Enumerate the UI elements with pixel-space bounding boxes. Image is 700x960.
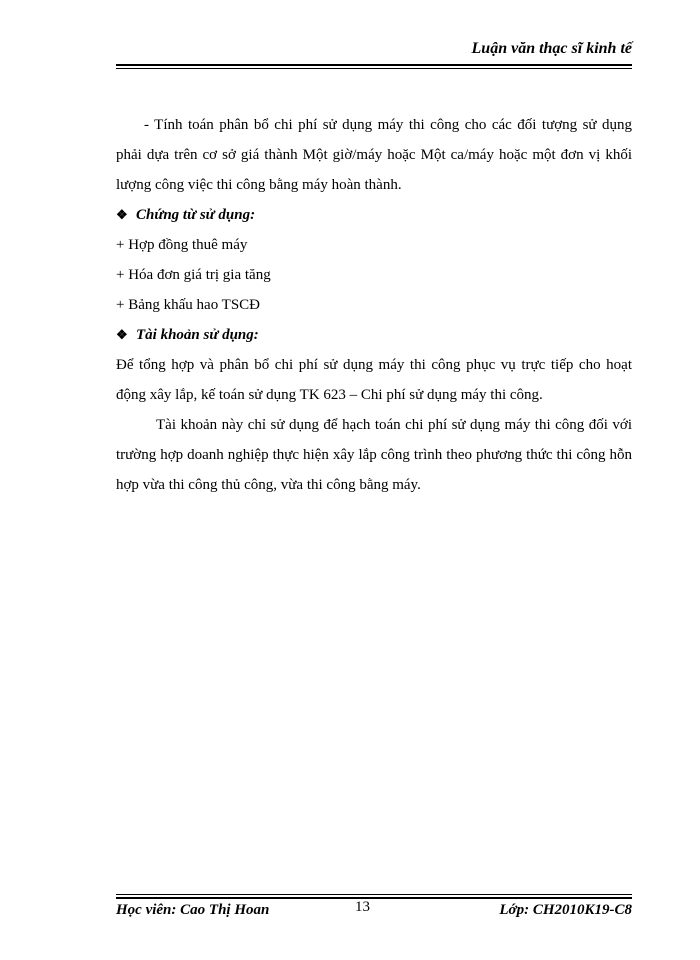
footer-class-code: Lớp: CH2010K19-C8 [499, 902, 632, 918]
heading-documents [116, 200, 632, 230]
header-rule-thin [116, 68, 632, 69]
diamond-bullet-icon: ❖ [116, 327, 128, 342]
heading-accounts-label: Tài khoản sử dụng: [136, 327, 259, 343]
list-item-rental-contract: + Hợp đồng thuê máy [116, 237, 248, 253]
list-item-vat-invoice: + Hóa đơn giá trị gia tăng [116, 267, 271, 283]
header-rule-thick [116, 64, 632, 66]
list-item-depreciation-table: + Bảng khấu hao TSCĐ [116, 297, 261, 313]
diamond-bullet-icon: ❖ [116, 207, 128, 222]
heading-accounts [116, 320, 632, 350]
footer-rule-thin [116, 894, 632, 895]
footer-student-name: Học viên: Cao Thị Hoan [116, 902, 270, 918]
paragraph-account-usage: Để tổng hợp và phân bổ chi phí sử dụng máy thi công phục vụ trực tiếp cho hoạt động xây lắp, kế toán sử dụng TK 623 – Chi phí sử dụng máy thi công. [116, 357, 632, 403]
heading-documents-label: Chứng từ sử dụng: [136, 207, 256, 223]
page-number: 13 [355, 899, 370, 915]
paragraph-cost-allocation: - Tính toán phân bổ chi phí sử dụng máy thi công cho các đối tượng sử dụng phải dựa trên cơ sở giá thành Một giờ/máy hoặc Một ca/máy hoặc một đơn vị khối lượng công việc thi công bằng máy hoàn thành. [116, 117, 632, 193]
paragraph-account-scope: Tài khoản này chỉ sử dụng để hạch toán chi phí sử dụng máy thi công đối với trường hợp doanh nghiệp thực hiện xây lắp công trình theo phương thức thi công hỗn hợp vừa thi công thủ công, vừa thi công bằng máy. [116, 417, 632, 493]
page-body [116, 110, 632, 500]
running-header-title: Luận văn thạc sĩ kinh tế [471, 40, 632, 57]
footer-rule-thick [116, 897, 632, 899]
